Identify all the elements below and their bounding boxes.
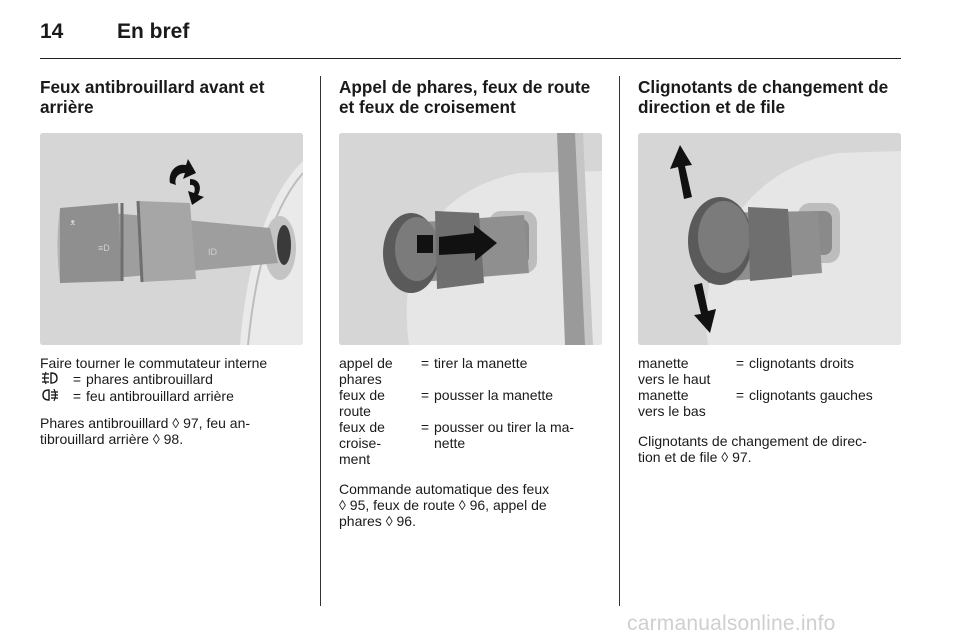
legend-term: manette vers le haut bbox=[638, 355, 711, 387]
fog-reference: Phares antibrouillard ◊ 97, feu an- tibrouillard arrière ◊ 98. bbox=[40, 415, 251, 447]
legend-sep: = bbox=[735, 355, 745, 371]
page-ref-icon: ◊ bbox=[172, 415, 180, 431]
page-number: 14 bbox=[40, 20, 64, 43]
column-divider-1 bbox=[320, 76, 321, 606]
page-ref-icon: ◊ bbox=[458, 497, 466, 513]
legend-def: clignotants droits bbox=[749, 355, 855, 371]
svg-text:≡D: ≡D bbox=[98, 243, 110, 253]
legend-sep: = bbox=[420, 355, 430, 371]
section-heading: Appel de phares, feux de route et feux de croisement bbox=[339, 77, 591, 117]
legend-sep: = bbox=[72, 371, 82, 387]
front-fog-light-icon bbox=[40, 371, 68, 388]
column-divider-2 bbox=[619, 76, 620, 606]
legend-sep: = bbox=[420, 419, 430, 435]
legend-def: pousser ou tirer la ma- nette bbox=[434, 419, 575, 451]
svg-text:ᴥ: ᴥ bbox=[70, 217, 76, 227]
legend-term: appel de phares bbox=[339, 355, 393, 387]
turn-signal-reference: Clignotants de changement de direc- tion et de file ◊ 97. bbox=[638, 433, 867, 465]
legend-row bbox=[40, 371, 303, 388]
legend-term: manette vers le bas bbox=[638, 387, 706, 419]
fog-light-switch-figure bbox=[40, 133, 303, 345]
legend-row bbox=[638, 355, 901, 387]
section-heading: Clignotants de changement de direction et de file bbox=[638, 77, 889, 117]
legend-row bbox=[40, 388, 303, 405]
legend-term: feux de croise- ment bbox=[339, 419, 385, 467]
legend-text: feu antibrouillard arrière bbox=[86, 388, 234, 404]
page-title: En bref bbox=[117, 20, 190, 43]
section-headlights bbox=[339, 77, 602, 529]
legend-term: feux de route bbox=[339, 387, 385, 419]
legend-def: clignotants gauches bbox=[749, 387, 873, 403]
page-ref-icon: ◊ bbox=[339, 497, 346, 513]
legend-def: tirer la manette bbox=[434, 355, 528, 371]
page-ref-icon: ◊ bbox=[152, 431, 160, 447]
turn-signal-stalk-figure bbox=[638, 133, 901, 345]
section-turn-signals bbox=[638, 77, 901, 465]
headlight-stalk-figure bbox=[339, 133, 602, 345]
rear-fog-light-icon bbox=[40, 388, 68, 405]
headlight-reference: Commande automatique des feux ◊ 95, feux de route ◊ 96, appel de phares ◊ 96. bbox=[339, 481, 550, 529]
legend-row bbox=[339, 419, 602, 467]
fog-intro: Faire tourner le commutateur interne bbox=[40, 355, 268, 371]
svg-text:ID: ID bbox=[208, 247, 217, 257]
legend-sep: = bbox=[735, 387, 745, 403]
legend-sep: = bbox=[420, 387, 430, 403]
legend-text: phares antibrouillard bbox=[86, 371, 213, 387]
page-ref-icon: ◊ bbox=[385, 513, 393, 529]
legend-row bbox=[339, 387, 602, 419]
legend-row bbox=[339, 355, 602, 387]
page-ref-icon: ◊ bbox=[721, 449, 729, 465]
section-heading: Feux antibrouillard avant et arrière bbox=[40, 77, 265, 117]
legend-def: pousser la manette bbox=[434, 387, 554, 403]
section-fog-lights bbox=[40, 77, 303, 447]
legend-row bbox=[638, 387, 901, 419]
legend-sep: = bbox=[72, 388, 82, 404]
watermark: carmanualsonline.info bbox=[627, 612, 836, 635]
header-rule bbox=[40, 58, 901, 59]
